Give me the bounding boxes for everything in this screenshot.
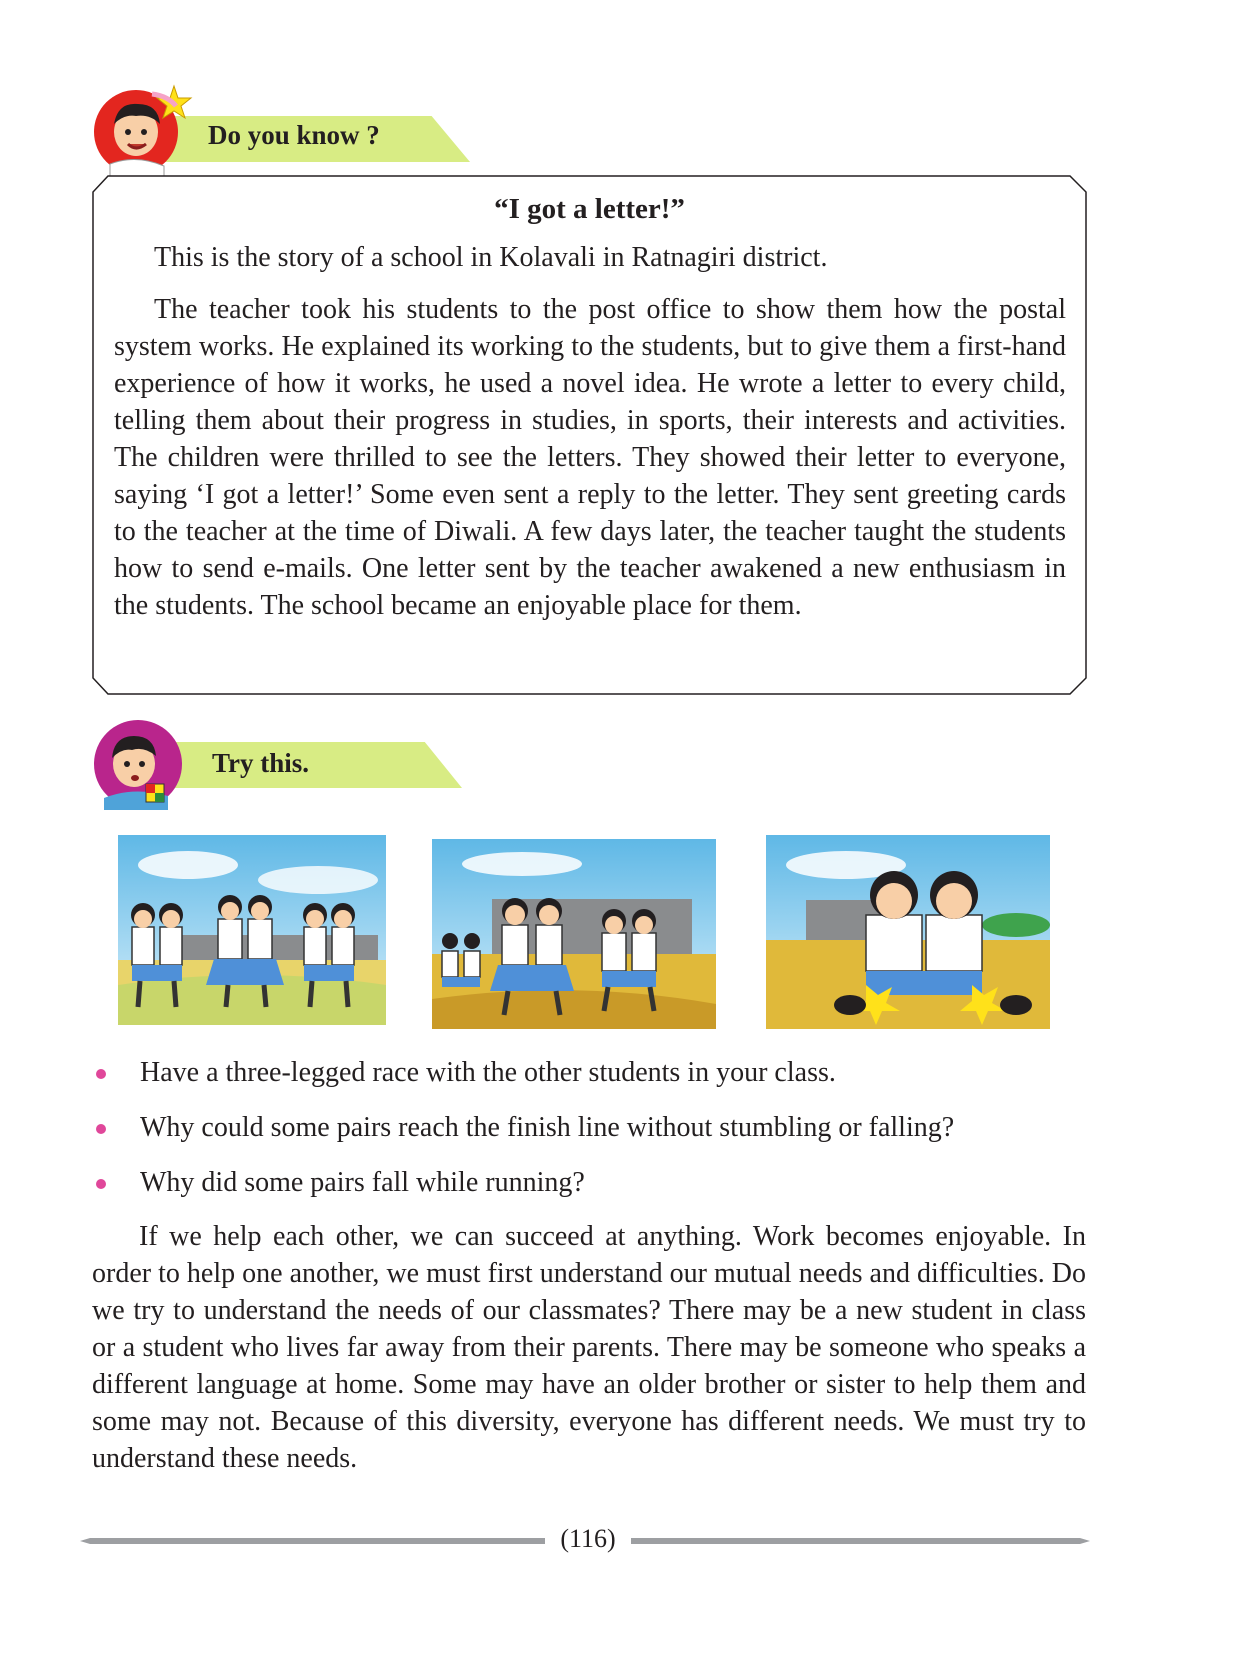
bullet-text: Why did some pairs fall while running? xyxy=(140,1167,585,1198)
race-image-3 xyxy=(766,835,1050,1029)
footer-rule-right xyxy=(631,1538,1090,1544)
story-paragraph-1: This is the story of a school in Kolavali in Ratnagiri district. xyxy=(154,242,828,273)
race-image-2 xyxy=(432,839,716,1029)
page-number: (116) xyxy=(560,1524,616,1553)
bullet-dot-icon xyxy=(96,1124,106,1134)
bullet-text: Have a three-legged race with the other students in your class. xyxy=(140,1057,836,1088)
do-you-know-banner xyxy=(90,84,490,174)
story-box xyxy=(92,175,1087,695)
bullet-dot-icon xyxy=(96,1179,106,1189)
try-this-label: Try this. xyxy=(212,748,310,778)
bullet-text: Why could some pairs reach the finish line without stumbling or falling? xyxy=(140,1112,955,1143)
do-you-know-label: Do you know ? xyxy=(208,120,380,150)
page-footer xyxy=(80,1520,1090,1560)
list-item xyxy=(92,1165,1072,1201)
activity-questions-list xyxy=(92,1055,1072,1220)
race-image-1 xyxy=(118,835,386,1025)
footer-rule-left xyxy=(80,1538,545,1544)
boy-with-cube-mascot-icon xyxy=(92,720,192,810)
story-title: “I got a letter!” xyxy=(494,193,685,225)
three-legged-race-images xyxy=(0,835,1241,1035)
try-this-banner xyxy=(92,720,472,810)
list-item xyxy=(92,1055,1072,1091)
story-paragraph-2: The teacher took his students to the post office to show them how the postal system works. He explained its working to the students, but to give them a first-hand experience of how it works, he used a novel idea. He wrote a letter to every child, telling them about their progress in studies, in sports, their interests and activities. The children were thrilled to see the letters. They showed their letter to everyone, saying ‘I got a letter!’ Some even sent a reply to the letter. They sent greeting cards to the teacher at the time of Diwali. A few days later, the teacher taught the students how to send e-mails. One letter sent by the teacher awakened a new enthusiasm in the students. The school became an enjoyable place for them. xyxy=(114,294,1066,621)
list-item xyxy=(92,1110,1072,1146)
body-paragraph: If we help each other, we can succeed at anything. Work becomes enjoyable. In order to help one another, we must first understand our mutual needs and difficulties. Do we try to understand the needs of our classmates? There may be a new student in class or a student who lives far away from their parents. There may be someone who speaks a different language at home. Some may have an older brother or sister to help them and some may not. Because of this diversity, everyone has different needs. We must try to understand these needs. xyxy=(92,1221,1086,1474)
bullet-dot-icon xyxy=(96,1069,106,1079)
boy-mascot-icon xyxy=(90,84,200,176)
